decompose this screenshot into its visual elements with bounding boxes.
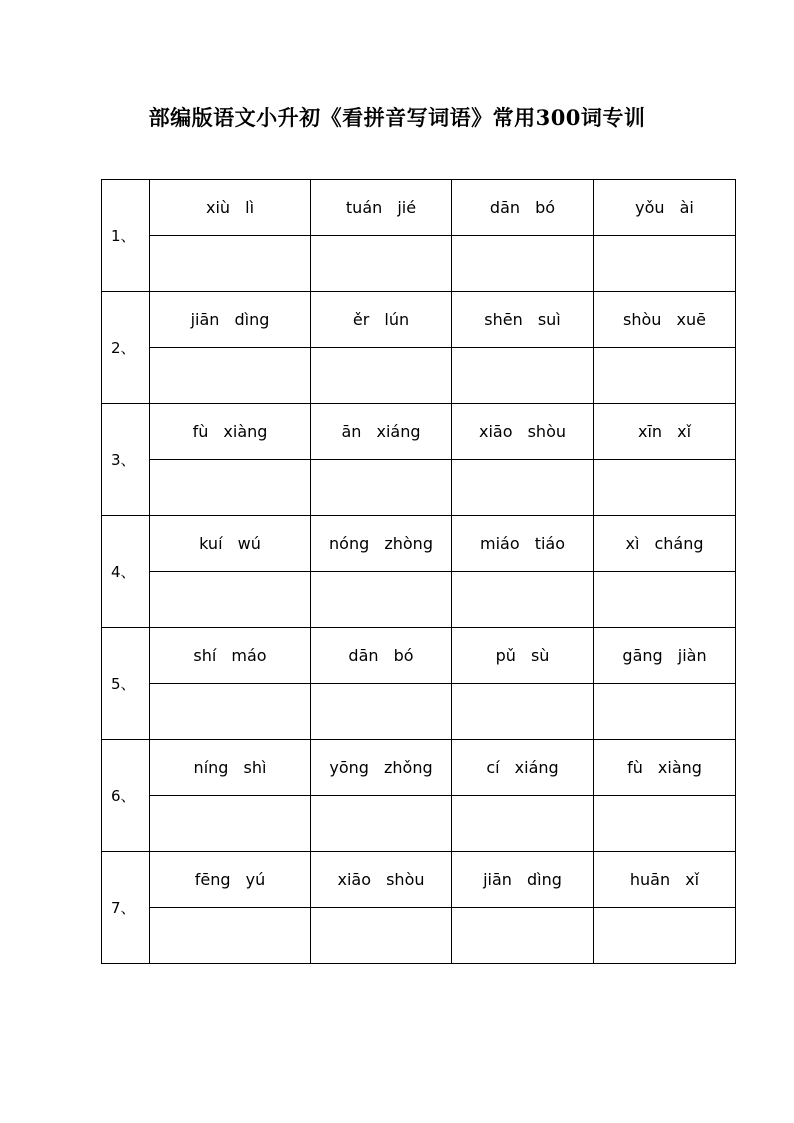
item-number: 4、 <box>102 516 150 628</box>
pinyin-cell: ěr lún <box>311 292 452 348</box>
pinyin-cell: xiāo shòu <box>452 404 594 460</box>
pinyin-row <box>102 740 736 796</box>
answer-cell[interactable] <box>452 684 594 740</box>
pinyin-cell: ān xiáng <box>311 404 452 460</box>
answer-cell[interactable] <box>150 684 311 740</box>
pinyin-row <box>102 180 736 236</box>
answer-cell[interactable] <box>311 796 452 852</box>
answer-cell[interactable] <box>452 236 594 292</box>
answer-cell[interactable] <box>150 348 311 404</box>
answer-cell[interactable] <box>452 572 594 628</box>
answer-row <box>102 908 736 964</box>
pinyin-cell: yǒu ài <box>594 180 736 236</box>
pinyin-cell: yōng zhǒng <box>311 740 452 796</box>
answer-cell[interactable] <box>150 236 311 292</box>
answer-row <box>102 460 736 516</box>
answer-cell[interactable] <box>452 796 594 852</box>
pinyin-cell: fù xiàng <box>150 404 311 460</box>
answer-row <box>102 236 736 292</box>
pinyin-cell: huān xǐ <box>594 852 736 908</box>
answer-cell[interactable] <box>452 348 594 404</box>
answer-cell[interactable] <box>311 908 452 964</box>
pinyin-cell: shēn suì <box>452 292 594 348</box>
answer-cell[interactable] <box>311 460 452 516</box>
answer-cell[interactable] <box>594 348 736 404</box>
pinyin-cell: shòu xuē <box>594 292 736 348</box>
pinyin-row <box>102 292 736 348</box>
answer-cell[interactable] <box>311 348 452 404</box>
item-number: 2、 <box>102 292 150 404</box>
pinyin-cell: cí xiáng <box>452 740 594 796</box>
answer-cell[interactable] <box>594 460 736 516</box>
answer-cell[interactable] <box>594 796 736 852</box>
answer-cell[interactable] <box>452 460 594 516</box>
pinyin-cell: fēng yú <box>150 852 311 908</box>
pinyin-cell: kuí wú <box>150 516 311 572</box>
pinyin-cell: nóng zhòng <box>311 516 452 572</box>
answer-cell[interactable] <box>452 908 594 964</box>
pinyin-cell: jiān dìng <box>452 852 594 908</box>
pinyin-cell: níng shì <box>150 740 311 796</box>
answer-row <box>102 796 736 852</box>
pinyin-row <box>102 852 736 908</box>
pinyin-row <box>102 516 736 572</box>
page-title: 部编版语文小升初《看拼音写词语》常用300词专训 <box>148 105 646 130</box>
pinyin-cell: xiù lì <box>150 180 311 236</box>
item-number: 5、 <box>102 628 150 740</box>
pinyin-cell: xīn xǐ <box>594 404 736 460</box>
answer-cell[interactable] <box>150 572 311 628</box>
pinyin-cell: gāng jiàn <box>594 628 736 684</box>
pinyin-cell: dān bó <box>452 180 594 236</box>
answer-cell[interactable] <box>150 460 311 516</box>
answer-row <box>102 572 736 628</box>
pinyin-worksheet-table <box>101 179 736 964</box>
pinyin-cell: xiāo shòu <box>311 852 452 908</box>
answer-cell[interactable] <box>594 236 736 292</box>
pinyin-cell: pǔ sù <box>452 628 594 684</box>
item-number: 3、 <box>102 404 150 516</box>
answer-cell[interactable] <box>594 684 736 740</box>
pinyin-cell: tuán jié <box>311 180 452 236</box>
item-number: 6、 <box>102 740 150 852</box>
pinyin-cell: dān bó <box>311 628 452 684</box>
answer-cell[interactable] <box>594 908 736 964</box>
item-number: 1、 <box>102 180 150 292</box>
pinyin-cell: xì cháng <box>594 516 736 572</box>
answer-cell[interactable] <box>150 908 311 964</box>
answer-row <box>102 684 736 740</box>
answer-cell[interactable] <box>311 684 452 740</box>
pinyin-cell: shí máo <box>150 628 311 684</box>
answer-cell[interactable] <box>594 572 736 628</box>
pinyin-cell: miáo tiáo <box>452 516 594 572</box>
answer-cell[interactable] <box>311 572 452 628</box>
answer-cell[interactable] <box>311 236 452 292</box>
answer-row <box>102 348 736 404</box>
pinyin-row <box>102 404 736 460</box>
answer-cell[interactable] <box>150 796 311 852</box>
item-number: 7、 <box>102 852 150 964</box>
pinyin-cell: fù xiàng <box>594 740 736 796</box>
pinyin-cell: jiān dìng <box>150 292 311 348</box>
pinyin-row <box>102 628 736 684</box>
